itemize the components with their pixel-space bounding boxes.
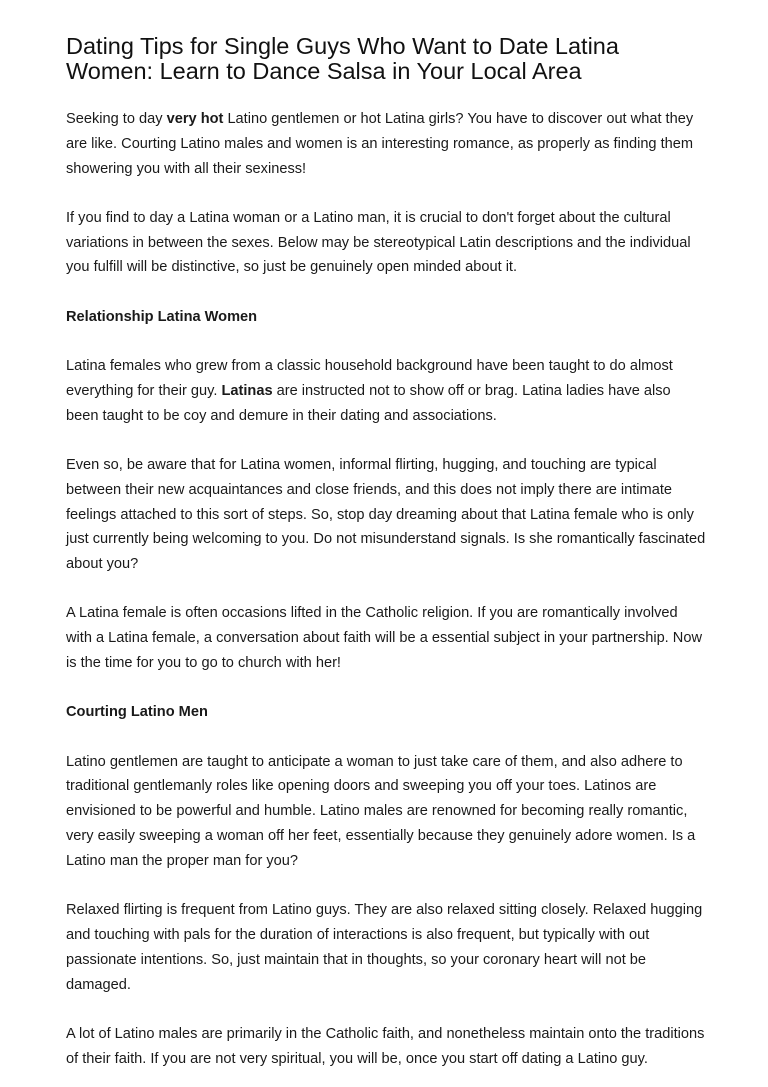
paragraph-text: Latina females who grew from a classic household background have been taught to do almost everything for their guy.	[66, 358, 673, 399]
section-heading-latina-women: Relationship Latina Women	[66, 308, 258, 325]
page-title: Dating Tips for Single Guys Who Want to Date Latina Women: Learn to Dance Salsa in Your Local Area	[66, 33, 619, 84]
bold-phrase: very hot	[166, 111, 224, 127]
paragraph-latina-religion: A Latina female is often occasions lifted in the Catholic religion. If you are romantically involved with a Latina female, a conversation about faith will be a essential subject in your partnership. Now is the time for you to go to church with her!	[66, 605, 702, 672]
bold-phrase: Latinas	[221, 382, 273, 399]
paragraph-latina-background	[66, 354, 706, 428]
paragraph-text: Seeking to day	[66, 111, 167, 127]
paragraph-cultural-variations: If you find to day a Latina woman or a Latino man, it is crucial to don't forget about the cultural variations in between the sexes. Below may be stereotypical Latin descriptions and the individual you fulfill will be distinctive, so just be genuinely open minded about it.	[66, 209, 691, 276]
paragraph-intro	[66, 107, 706, 181]
paragraph-text: Latino gentlemen or hot Latina girls? You have to discover out what they are like. Courting Latino males and women is an interesting romance, as properly as finding them showering you with all their sexiness!	[66, 111, 694, 177]
paragraph-latina-flirting: Even so, be aware that for Latina women, informal flirting, hugging, and touching are typical between their new acquaintances and close friends, and this does not imply there are intimate feelings attached to this sort of steps. So, stop day dreaming about that Latina female who is only just currently being welcoming to you. Do not misunderstand signals. Is she romantically fascinated about you?	[66, 456, 706, 573]
paragraph-text: are instructed not to show off or brag. Latina ladies have also been taught to be coy and demure in their dating and associations.	[66, 382, 671, 424]
document-page	[66, 34, 706, 1071]
paragraph-latino-faith: A lot of Latino males are primarily in the Catholic faith, and nonetheless maintain onto the traditions of their faith. If you are not very spiritual, you will be, once you start off dating a Latino guy.	[66, 1025, 705, 1067]
paragraph-latino-flirting: Relaxed flirting is frequent from Latino guys. They are also relaxed sitting closely. Relaxed hugging and touching with pals for the duration of interactions is also frequent, but typically with out passionate intentions. So, just maintain that in thoughts, so your coronary heart will not be damaged.	[66, 902, 703, 993]
paragraph-latino-gentlemen: Latino gentlemen are taught to anticipate a woman to just take care of them, and also adhere to traditional gentlemanly roles like opening doors and sweeping you off your toes. Latinos are envisioned to be powerful and humble. Latino males are renowned for becoming really romantic, very easily sweeping a woman off her feet, essentially because they genuinely adore women. Is a Latino man the proper man for you?	[66, 753, 696, 869]
section-heading-latino-men: Courting Latino Men	[66, 704, 208, 721]
